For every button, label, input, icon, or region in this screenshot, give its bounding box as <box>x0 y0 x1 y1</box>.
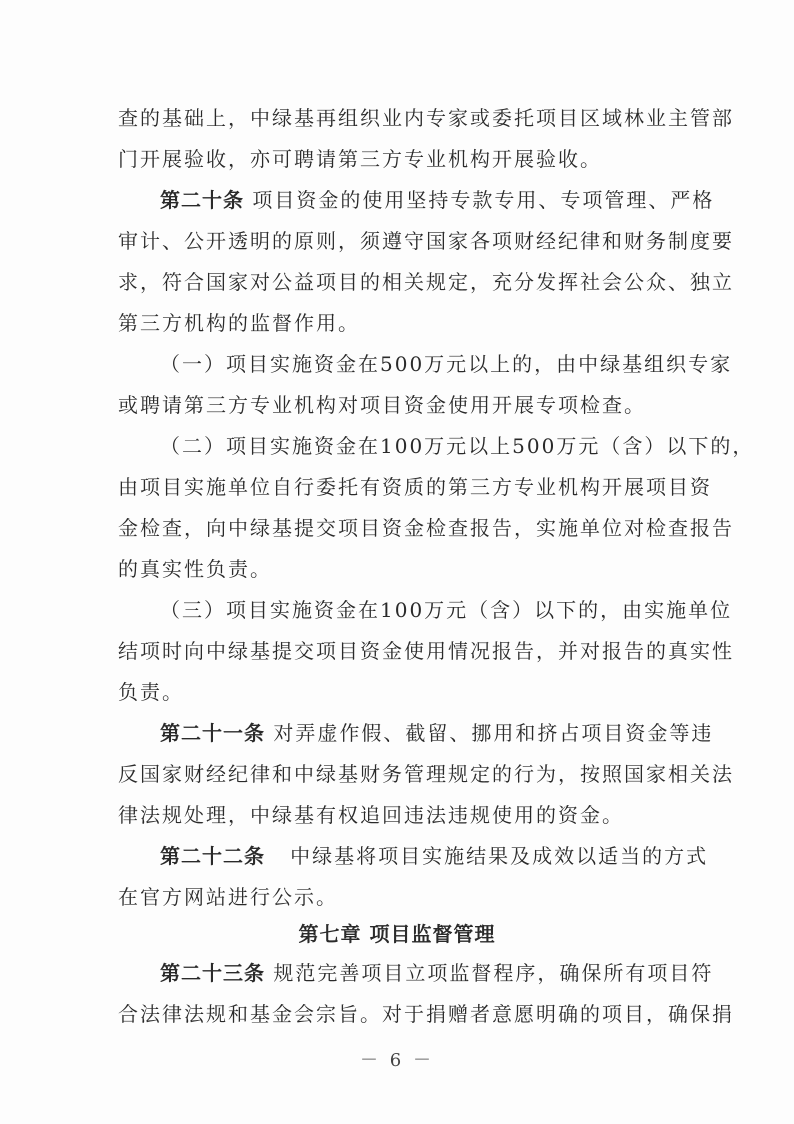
text-line: 查的基础上，中绿基再组织业内专家或委托项目区域林业主管部 <box>118 106 734 130</box>
text-line: 规范完善项目立项监督程序，确保所有项目符 <box>273 961 714 985</box>
article-label: 第二十三条 <box>160 961 265 985</box>
text-line: 律法规处理，中绿基有权追回违法违规使用的资金。 <box>118 803 624 827</box>
text-line: 第三方机构的监督作用。 <box>118 311 360 335</box>
article-20-line <box>160 188 714 212</box>
article-label: 第二十条 <box>160 188 244 212</box>
article-label: 第二十一条 <box>160 721 265 745</box>
text-line: 金检查，向中绿基提交项目资金检查报告，实施单位对检查报告 <box>118 516 734 540</box>
article-21-line <box>160 721 713 745</box>
text-line: 求，符合国家对公益项目的相关规定，充分发挥社会公众、独立 <box>118 270 734 294</box>
text-line: 门开展验收，亦可聘请第三方专业机构开展验收。 <box>118 147 602 171</box>
text-line: 结项时向中绿基提交项目资金使用情况报告，并对报告的真实性 <box>118 639 734 663</box>
text-line: 审计、公开透明的原则，须遵守国家各项财经纪律和财务制度要 <box>118 229 734 253</box>
page-number: － 6 － <box>360 1050 434 1071</box>
text-line: 合法律法规和基金会宗旨。对于捐赠者意愿明确的项目，确保捐 <box>118 1002 734 1026</box>
text-line: 中绿基将项目实施结果及成效以适当的方式 <box>290 844 709 868</box>
text-line: 负责。 <box>118 680 184 704</box>
text-line: （一）项目实施资金在500万元以上的，由中绿基组织专家 <box>160 352 733 376</box>
text-line: （二）项目实施资金在100万元以上500万元（含）以下的， <box>160 434 755 458</box>
text-line: 项目资金的使用坚持专款专用、专项管理、严格 <box>252 188 715 212</box>
article-label: 第二十二条 <box>160 844 265 868</box>
text-line: 对弄虚作假、截留、挪用和挤占项目资金等违 <box>273 721 714 745</box>
text-line: 由项目实施单位自行委托有资质的第三方专业机构开展项目资 <box>118 475 712 499</box>
article-22-line <box>160 844 708 868</box>
article-23-line <box>160 961 713 985</box>
text-line: 反国家财经纪律和中绿基财务管理规定的行为，按照国家相关法 <box>118 762 734 786</box>
text-line: 或聘请第三方专业机构对项目资金使用开展专项检查。 <box>118 393 646 417</box>
text-line: 的真实性负责。 <box>118 557 272 581</box>
chapter-heading: 第七章 项目监督管理 <box>298 922 496 946</box>
text-line: 在官方网站进行公示。 <box>118 885 338 909</box>
text-line: （三）项目实施资金在100万元（含）以下的，由实施单位 <box>160 598 733 622</box>
